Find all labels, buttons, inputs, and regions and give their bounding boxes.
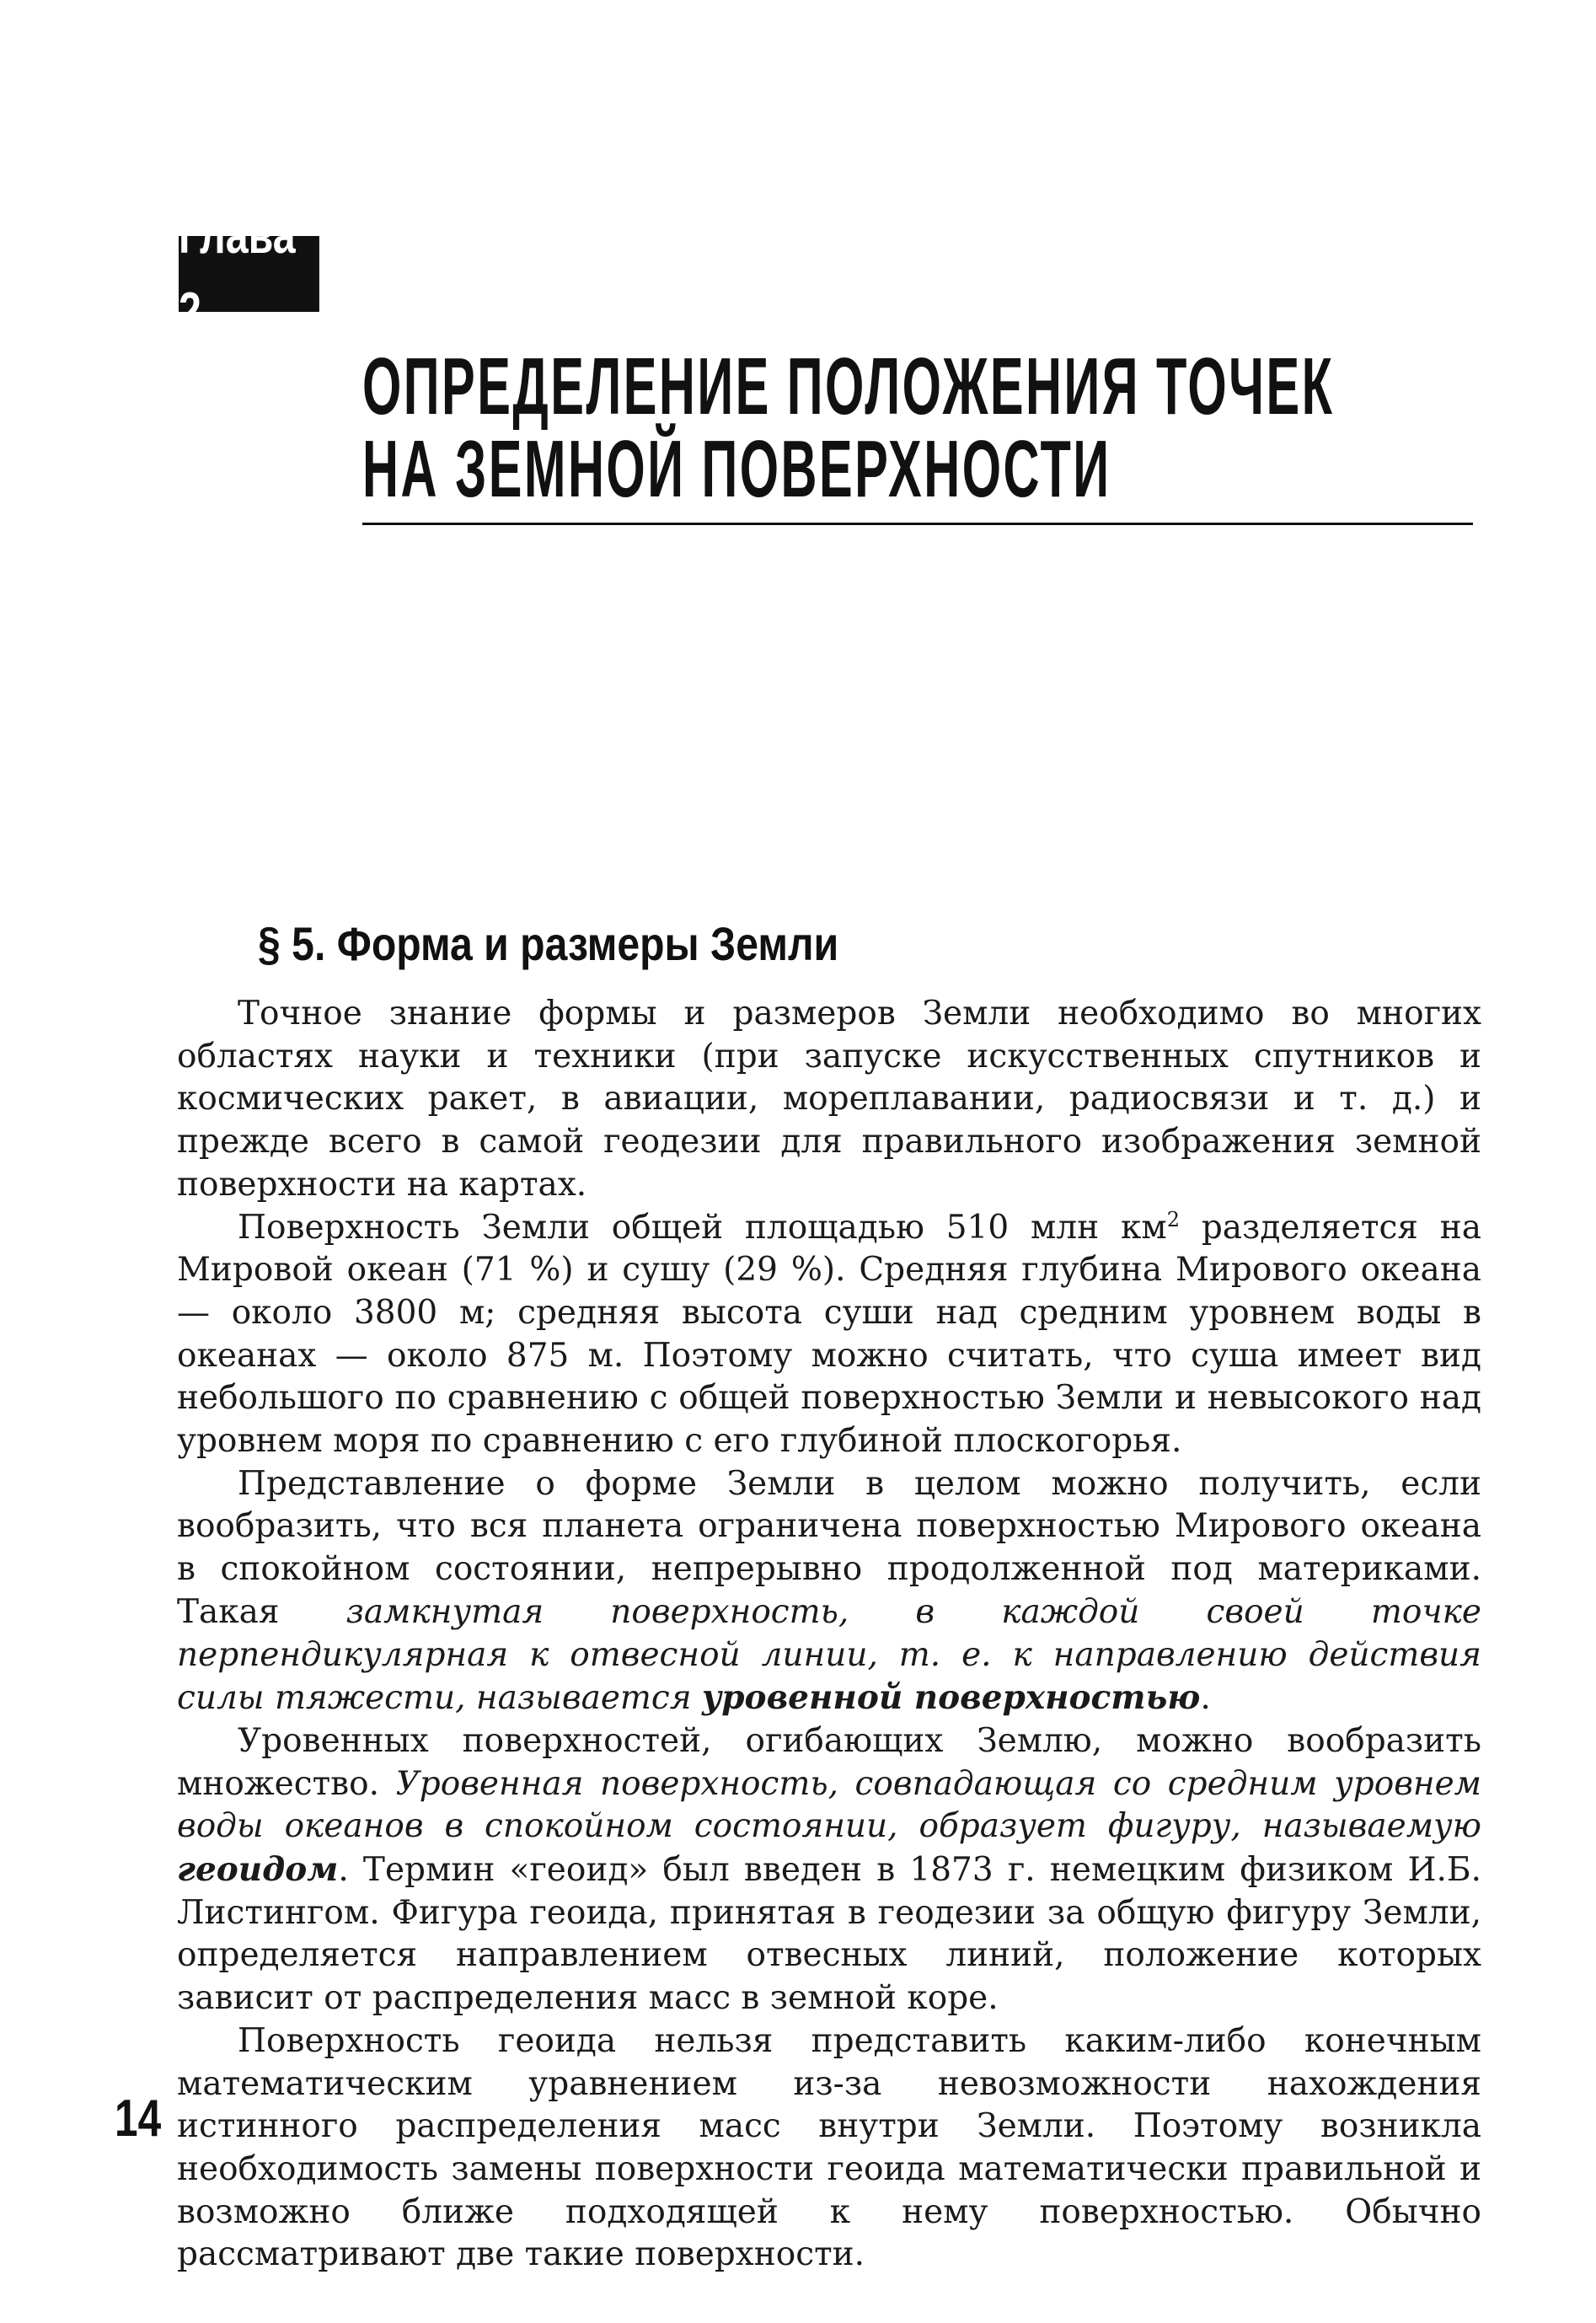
- paragraph-5: [177, 2020, 1481, 2277]
- paragraph-1: [177, 993, 1481, 1207]
- title-underline-rule: [362, 523, 1473, 525]
- term-geoid: геоидом: [177, 1850, 339, 1890]
- paragraph-4-text-a: Уровенных поверхностей, огибающих Землю, можно вообразить множество.: [177, 1721, 1481, 1803]
- paragraph-2-text-a: Поверхность Земли общей площадью 510 млн км: [238, 1208, 1167, 1247]
- paragraph-3-text-a: Представление о форме Земли в целом можно получить, если вообразить, что вся планета ограничена поверхностью Мирового океана в спокойном состоянии, непрерывно продолженной под материками. Такая: [177, 1464, 1481, 1631]
- paragraph-5-text: Поверхность геоида нельзя представить каким-либо конечным математическим уравнением из-за невозможности нахождения истинного распределения масс внутри Земли. Поэтому возникла необходимость замены поверхности геоида математически правильной и возможно ближе подходящей к нему поверхностью. Обычно рассматривают две такие поверхности.: [177, 2021, 1481, 2274]
- paragraph-1-text: Точное знание формы и размеров Земли необходимо во многих областях науки и техники (при запуске искусственных спутников и космических ракет, в авиации, мореплавании, радиосвязи и т. д.) и прежде всего в самой геодезии для правильного изображения земной поверхности на картах.: [177, 995, 1481, 1204]
- page-number: 14: [115, 2090, 162, 2148]
- paragraph-4-italic: Уровенная поверхность, совпадающая со средним уровнем воды океанов в спокойном состоянии, образует фигуру, называемую: [177, 1764, 1481, 1846]
- paragraph-3-italic: замкнутая поверхность, в каждой своей точке перпендикулярная к отвесной линии, т. е. к направлению действия силы тяжести, называется: [177, 1592, 1481, 1718]
- paragraph-3: [177, 1463, 1481, 1720]
- paragraph-4: [177, 1720, 1481, 2020]
- body-text: [177, 993, 1481, 2277]
- superscript-2: 2: [1166, 1207, 1180, 1231]
- chapter-title: [362, 341, 1335, 514]
- term-level-surface: уровенной поверхностью: [701, 1678, 1201, 1718]
- paragraph-2-text-b: разделяется на Мировой океан (71 %) и сушу (29 %). Средняя глубина Мирового океана — около 3800 м; средняя высота суши над средним уровнем воды в океанах — около 875 м. Поэтому можно считать, что суша имеет вид небольшого по сравнению с общей поверхностью Земли и невысокого над уровнем моря по сравнению с его глубиной плоскогорья.: [177, 1208, 1481, 1461]
- section-heading: § 5. Форма и размеры Земли: [258, 917, 839, 970]
- chapter-title-line-2: НА ЗЕМНОЙ ПОВЕРХНОСТИ: [362, 424, 1111, 514]
- chapter-title-line-1: ОПРЕДЕЛЕНИЕ ПОЛОЖЕНИЯ ТОЧЕК: [362, 341, 1335, 432]
- paragraph-2: [177, 1207, 1481, 1463]
- paragraph-3-end: .: [1200, 1679, 1211, 1718]
- paragraph-4-text-b: . Термин «геоид» был введен в 1873 г. немецким физиком И.Б. Листингом. Фигура геоида, принятая в геодезии за общую фигуру Земли, определяется направлением отвесных линий, положение которых зависит от распределения масс в земной коре.: [177, 1851, 1481, 2018]
- chapter-label: Глава 2: [179, 236, 319, 312]
